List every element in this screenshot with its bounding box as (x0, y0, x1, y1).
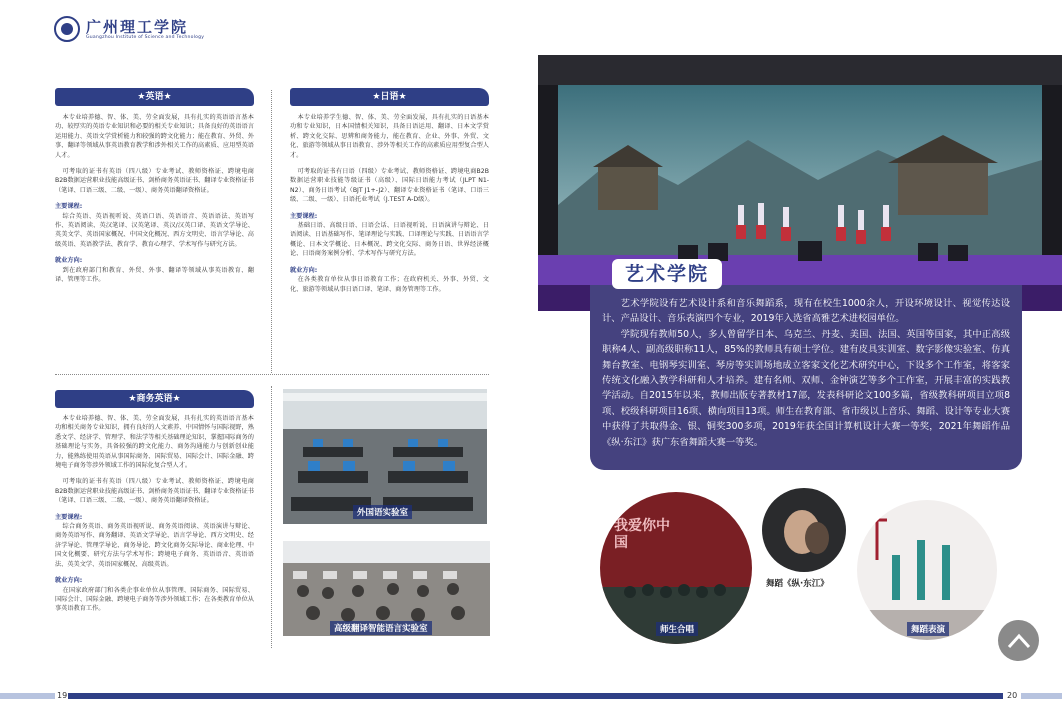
chevron-up-icon (1007, 633, 1031, 649)
art-college-title: 艺术学院 (612, 259, 722, 289)
business-english-heading: ★商务英语★ (55, 390, 254, 408)
column-divider-lower (271, 386, 272, 648)
english-jobs: 到在政府部门和教育、外贸、外事、翻译等领域从事英语教育、翻译、管理等工作。 (55, 266, 254, 284)
english-jobs-label: 就业方向: (55, 257, 83, 265)
choir-caption: 师生合唱 (656, 622, 698, 636)
logo-english-name: Guangzhou Institute of Science and Technology (86, 34, 205, 40)
dance-zong-dongjiang-caption: 舞蹈《纵·东江》 (766, 579, 829, 589)
business-jobs: 在国家政府部门和各类企事业单位从事管理、国际商务、国际贸易、国际会计、国际金融、跨境电子商务等涉外领域工作；在各类教育单位从事英语教育工作。 (55, 586, 254, 613)
translation-lab-caption: 高级翻译智能语言实验室 (330, 621, 432, 635)
english-intro: 本专业培养德、智、体、美、劳全面发展，具有扎实的英语语言基本功、较厚实的英语专业知识和必要的相关专业知识；具备良好的英语语言运用能力、英语文学赏析能力和较强的跨文化能力；能在教育、外贸、外事、翻译等领域从事英语教育教学和涉外相关工作的高素质、应用型英语人才。 (55, 114, 254, 159)
japanese-courses: 基础日语、高级日语、日语会话、日语视听说、日语演讲与辩论、日语阅读、日语基础写作、笔译理论与实践、口译理论与实践、日语语言学概论、日本文学概论、日本概况、跨文化交际、商务日语、世界经济概论、日语商务案例分析、学术写作与研究方法。 (290, 222, 489, 258)
japanese-courses-label: 主要课程: (290, 212, 318, 220)
business-certs: 可考取的证书有英语（四八级）专业考试、教师资格证、跨境电商B2B数据运营职业技能高级证书、剑桥商务英语证书、翻译专业资格证书（笔译、口语三级、二级、一级）、商务英语翻译资格证。 (55, 478, 254, 505)
japanese-jobs-label: 就业方向: (290, 266, 318, 274)
footer-bar-right-light (1021, 693, 1062, 699)
column-divider (271, 90, 272, 373)
school-seal-icon (54, 16, 80, 42)
school-logo (54, 16, 204, 42)
choir-banner-text: 我爱你中国 (614, 518, 670, 551)
business-jobs-label: 就业方向: (55, 577, 83, 585)
page-number-right: 20 (1007, 691, 1018, 700)
japanese-jobs: 在各类教育单位从事日语教育工作；在政府机关、外事、外贸、文化、旅游等领域从事日语口译、笔译、商务管理等工作。 (290, 276, 489, 293)
japanese-text (290, 113, 489, 294)
japanese-certs: 可考取的证书有日语（四级）专业考试、教师资格证、跨境电商B2B数据运营职业技能等级证书（高级）、国际日语能力考试（JLPT N1-N2）、商务日语考试（BJT J1+-J2）、翻译专业资格证书（笔译、口语三级、二级、一级）、日语托业考试（J.TEST A-D级）。 (290, 168, 489, 204)
japanese-heading: ★日语★ (290, 88, 489, 106)
art-college-faculty: 学院现有教师50人，多人曾留学日本、乌克兰、丹麦、美国、法国、英国等国家，其中正高级职称4人、副高级职称11人，85%的教师具有硕士学位。建有皮具实训室、数字影像实验室、仿真舞台教室、电钢琴实训室、琴房等实训场地成立客家文化艺术研究中心，下设多个工作室，将客家传统文化融入教学科研和人才培养。建有名师、双师、金钟演艺等多个工作室，开展丰富的实践教学活动。自2015年以来，教师出版专著教材17部，发表科研论文100多篇，省级教科研项目立项8项、校级科研项目16项、横向项目13项。师生在教育部、省市级以上音乐、舞蹈、设计等专业大赛中获得了共取得金、银、铜奖300多项，2019年获全国计算机设计大赛一等奖，2021年舞蹈作品《纵·东江》获广东省舞蹈大赛一等奖。 (602, 328, 1010, 448)
page-number-left: 19 (57, 691, 68, 700)
english-heading: ★英语★ (55, 88, 254, 106)
choir-photo (600, 492, 752, 644)
japanese-intro: 本专业培养学生德、智、体、美、劳全面发展，具有扎实的日语基本功和专业知识，日本国情相关知识，具备日语运用、翻译、日本文学赏析、跨文化交际、思辨和商务能力，能在教育、企业、外事、外贸、文化、旅游等领域从事日语教育、涉外等相关工作的高素质应用型复合型人才。 (290, 114, 489, 159)
translation-lab-photo (283, 541, 490, 636)
english-certs: 可考取的证书有英语（四八级）专业考试、教师资格证、跨境电商B2B数据运营职业技能高级证书、剑桥商务英语证书、翻译专业资格证书（笔译、口语三级、二级、一级）、商务英语翻译资格证。 (55, 168, 254, 194)
dance-performance-photo (857, 500, 997, 640)
footer-bar-main (68, 693, 1003, 699)
english-text (55, 113, 254, 285)
section-divider (55, 374, 489, 375)
dance-performance-caption: 舞蹈表演 (907, 622, 949, 636)
language-lab-photo (283, 389, 487, 524)
english-courses: 综合英语、英语视听说、英语口语、英语语音、英语语法、英语写作、英语阅读、英汉笔译、汉英笔译、英汉/汉英口译、英语文学导论、英美文学、英语国家概况、中国文化概况、西方文明史、语言学导论、高级英语、英语教学法、教育学、教育心理学、学术写作与研究方法。 (55, 212, 254, 248)
art-college-intro: 艺术学院设有艺术设计系和音乐舞蹈系，现有在校生1000余人，开设环境设计、视觉传达设计、产品设计、音乐表演四个专业，2019年入选省高雅艺术进校园单位。 (602, 298, 1010, 325)
business-english-text (55, 414, 254, 614)
english-courses-label: 主要课程: (55, 203, 83, 211)
art-college-description (590, 285, 1022, 470)
back-to-top-button[interactable] (998, 620, 1039, 661)
business-courses-label: 主要课程: (55, 513, 83, 521)
business-courses: 综合商务英语、商务英语视听说、商务英语阅读、英语演讲与辩论、商务英语写作、商务翻译、英语文学导论、语言学导论、西方文明史、经济学导论、管理学导论、商务导论、跨文化商务交际导论、商业伦理、中国文化概要、研究方法与学术写作；跨境电子商务、英语语音、英语语法、英美文学、英语国家概况、高级英语。 (55, 523, 254, 568)
footer-bar-left-light (0, 693, 55, 699)
dance-zong-dongjiang-photo (762, 488, 846, 572)
language-lab-caption: 外国语实验室 (353, 505, 412, 519)
business-intro: 本专业培养德、智、体、美、劳全面发展，具有扎实的英语语言基本功和相关商务专业知识，拥有良好的人文素养、中国情怀与国际视野，熟悉文学、经济学、管理学、和法学等相关基础理论知识，掌握国际商务的基础理论与实务，具备较强的跨文化能力、商务沟通能力与创新创业能力，能熟练使用英语从事国际商务、国际贸易、国际会计、国际金融、跨境电子商务等涉外领域工作的国际化复合型人才。 (55, 415, 254, 470)
logo-chinese-name: 广州理工学院 (86, 17, 189, 36)
